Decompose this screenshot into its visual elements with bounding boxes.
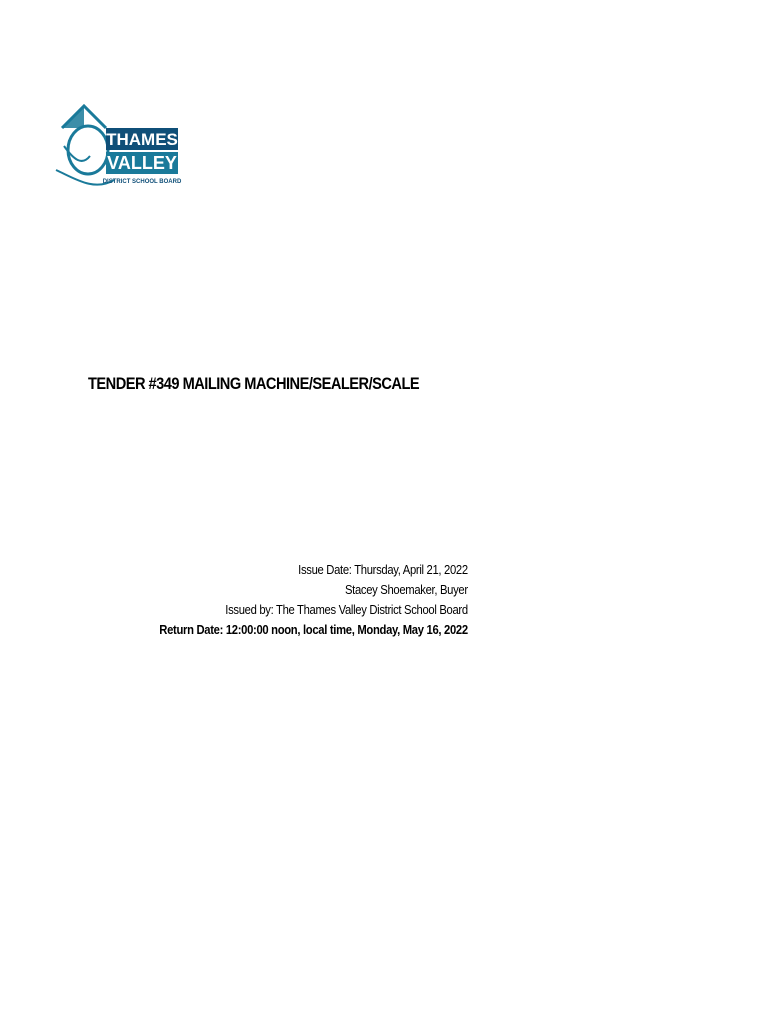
buyer-name: Stacey Shoemaker, Buyer [345, 583, 468, 597]
tender-title: TENDER #349 MAILING MACHINE/SEALER/SCALE [88, 374, 420, 393]
logo-roof-fill [62, 106, 84, 128]
school-board-logo [54, 100, 184, 192]
return-date: Return Date: 12:00:00 noon, local time, Monday, May 16, 2022 [159, 623, 468, 637]
logo-text-line2: VALLEY [107, 153, 177, 173]
logo-text-line3: DISTRICT SCHOOL BOARD [102, 179, 182, 185]
issue-date: Issue Date: Thursday, April 21, 2022 [298, 563, 468, 577]
logo-circle [68, 126, 108, 174]
tender-details [125, 560, 468, 640]
issued-by: Issued by: The Thames Valley District School Board [225, 603, 468, 617]
logo-text-line1: THAMES [106, 130, 178, 149]
logo-graphic-icon [54, 100, 184, 192]
